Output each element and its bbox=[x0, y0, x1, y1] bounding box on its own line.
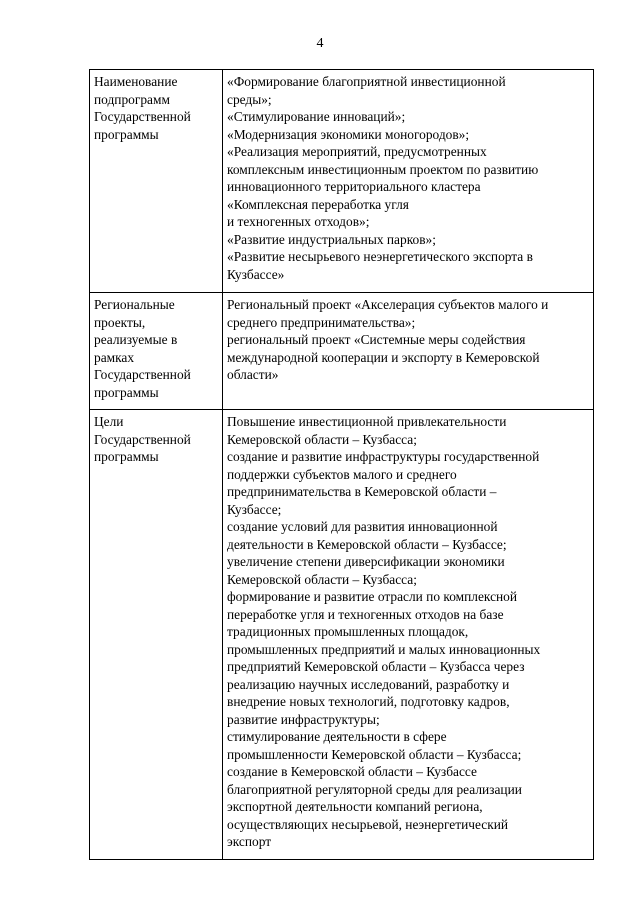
content-line: развитие инфраструктуры; bbox=[227, 711, 380, 727]
label-line: Государственной bbox=[94, 367, 191, 382]
content-line: Кузбассе» bbox=[227, 266, 285, 282]
table-row-goals bbox=[90, 410, 594, 860]
content-line: создание и развитие инфраструктуры государственной bbox=[227, 449, 540, 464]
content-line: инновационного территориального кластера bbox=[227, 179, 481, 194]
content-line: экспорт bbox=[227, 834, 272, 849]
label-line: программы bbox=[94, 384, 159, 400]
content-line: предпринимательства в Кемеровской области – bbox=[227, 484, 497, 499]
label-line: программы bbox=[94, 126, 159, 142]
content-line: увеличение степени диверсификации экономики bbox=[227, 554, 505, 569]
content-line: благоприятной регуляторной среды для реализации bbox=[227, 781, 522, 797]
label-line: Региональные bbox=[94, 297, 175, 312]
content-line: Кемеровской области – Кузбасса; bbox=[227, 431, 417, 447]
row-content-subprograms bbox=[223, 70, 594, 293]
content-line: создание условий для развития инновационной bbox=[227, 519, 498, 534]
row-label-goals bbox=[90, 410, 223, 860]
content-line: реализацию научных исследований, разработку и bbox=[227, 676, 510, 692]
page-number: 4 bbox=[316, 36, 324, 51]
content-line: промышленных предприятий и малых инновационных bbox=[227, 641, 541, 657]
content-line: Повышение инвестиционной привлекательности bbox=[227, 414, 507, 429]
label-line: проекты, bbox=[94, 314, 146, 330]
content-line: «Комплексная переработка угля bbox=[227, 196, 409, 212]
content-line: экспортной деятельности компаний региона, bbox=[227, 799, 483, 814]
content-line: создание в Кемеровской области – Кузбассе bbox=[227, 764, 477, 779]
content-line: международной кооперации и экспорту в Кемеровской bbox=[227, 349, 540, 365]
content-line: «Модернизация экономики моногородов»; bbox=[227, 126, 470, 142]
content-line: переработке угля и техногенных отходов на базе bbox=[227, 606, 504, 622]
table-row-subprograms bbox=[90, 70, 594, 293]
content-line: осуществляющих несырьевой, неэнергетический bbox=[227, 816, 509, 832]
label-line: рамках bbox=[94, 349, 135, 365]
content-line: «Стимулирование инноваций»; bbox=[227, 109, 406, 124]
row-label-subprograms bbox=[90, 70, 223, 293]
content-line: «Формирование благоприятной инвестиционной bbox=[227, 74, 506, 89]
content-line: стимулирование деятельности в сфере bbox=[227, 729, 447, 744]
row-label-regional-projects bbox=[90, 293, 223, 410]
content-line: «Реализация мероприятий, предусмотренных bbox=[227, 144, 487, 159]
content-line: «Развитие несырьевого неэнергетического экспорта в bbox=[227, 249, 533, 264]
table-row-regional-projects bbox=[90, 293, 594, 410]
content-line: региональный проект «Системные меры содействия bbox=[227, 332, 526, 347]
row-content-goals bbox=[223, 410, 594, 860]
content-line: и техногенных отходов»; bbox=[227, 214, 370, 229]
content-line: Региональный проект «Акселерация субъектов малого и bbox=[227, 297, 549, 312]
content-line: поддержки субъектов малого и среднего bbox=[227, 466, 457, 482]
content-line: комплексным инвестиционным проектом по развитию bbox=[227, 161, 539, 177]
label-line: Государственной bbox=[94, 109, 191, 124]
label-line: Наименование bbox=[94, 74, 178, 89]
label-line: реализуемые в bbox=[94, 332, 178, 347]
content-line: среднего предпринимательства»; bbox=[227, 314, 416, 330]
content-line: Кемеровской области – Кузбасса; bbox=[227, 571, 417, 587]
label-line: Цели bbox=[94, 414, 124, 429]
content-line: деятельности в Кемеровской области – Кузбассе; bbox=[227, 536, 507, 552]
content-line: промышленности Кемеровской области – Кузбасса; bbox=[227, 746, 522, 762]
content-line: Кузбассе; bbox=[227, 501, 282, 517]
label-line: подпрограмм bbox=[94, 91, 170, 107]
content-line: предприятий Кемеровской области – Кузбасса через bbox=[227, 659, 525, 674]
content-line: формирование и развитие отрасли по комплексной bbox=[227, 589, 518, 604]
content-line: внедрение новых технологий, подготовку кадров, bbox=[227, 694, 510, 709]
content-line: среды»; bbox=[227, 91, 272, 107]
content-line: области» bbox=[227, 367, 279, 382]
program-passport-table bbox=[89, 69, 594, 860]
content-line: «Развитие индустриальных парков»; bbox=[227, 231, 436, 247]
content-line: традиционных промышленных площадок, bbox=[227, 624, 469, 639]
label-line: Государственной bbox=[94, 431, 191, 447]
row-content-regional-projects bbox=[223, 293, 594, 410]
label-line: программы bbox=[94, 449, 159, 464]
